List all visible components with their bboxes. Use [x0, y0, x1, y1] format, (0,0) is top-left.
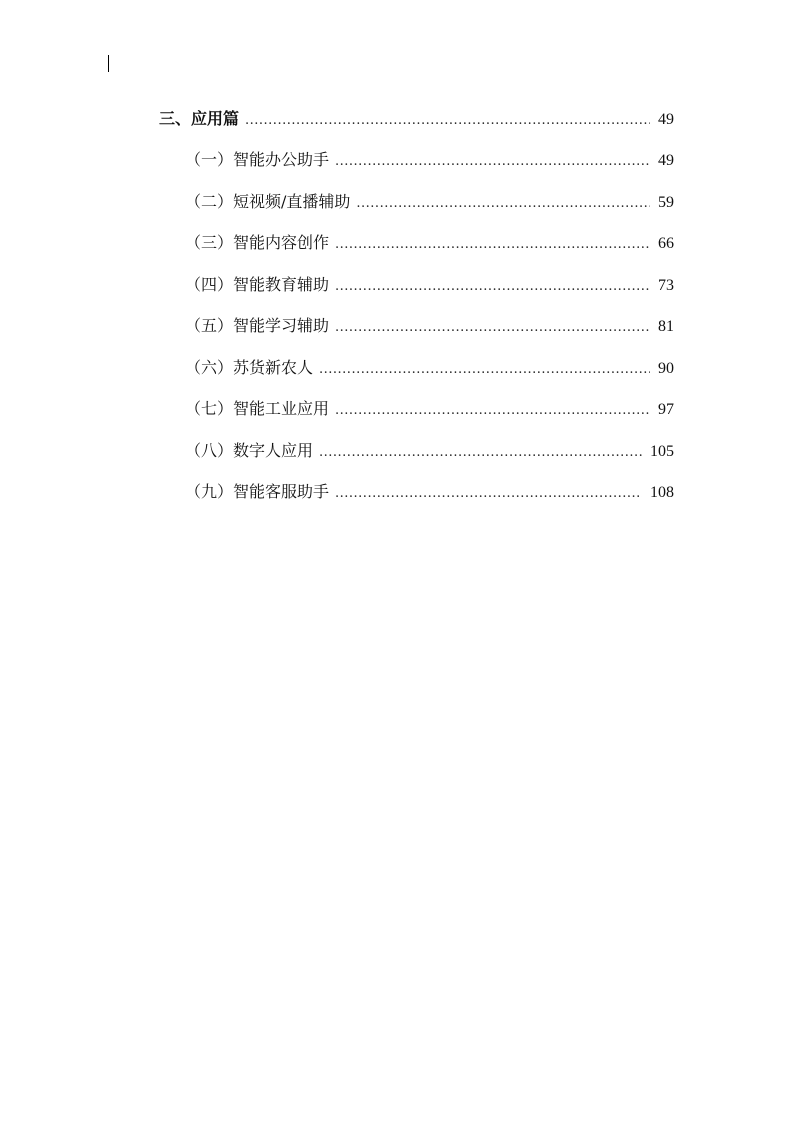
toc-entry[interactable]	[185, 148, 674, 172]
toc-dot-leader	[335, 275, 650, 299]
toc-entry-title: （八）数字人应用	[185, 441, 314, 460]
toc-dot-leader	[335, 150, 650, 174]
toc-entry-page: 49	[658, 111, 674, 128]
toc-entry[interactable]	[185, 231, 674, 255]
toc-dot-leader	[356, 192, 650, 216]
toc-entry-page: 59	[658, 194, 674, 211]
toc-entry[interactable]	[185, 439, 674, 463]
toc-dot-leader	[319, 441, 642, 465]
toc-entry-title: （三）智能内容创作	[185, 233, 330, 252]
toc-entry-page: 49	[658, 152, 674, 169]
toc-entry-page: 66	[658, 235, 674, 252]
toc-entry-title: （一）智能办公助手	[185, 150, 330, 169]
toc-entry[interactable]	[185, 480, 674, 504]
toc-entry-page: 90	[658, 360, 674, 377]
toc-entry-title: （六）苏货新农人	[185, 358, 314, 377]
toc-dot-leader	[245, 109, 650, 133]
toc-entry-title: （四）智能教育辅助	[185, 275, 330, 294]
toc-entry[interactable]	[185, 190, 674, 214]
toc-dot-leader	[335, 233, 650, 257]
toc-dot-leader	[319, 358, 650, 382]
toc-entry-page: 81	[658, 318, 674, 335]
toc-entry-title: 三、应用篇	[159, 109, 240, 128]
toc-entry-page: 73	[658, 277, 674, 294]
toc-entry[interactable]	[185, 356, 674, 380]
toc-entry-title: （二）短视频/直播辅助	[185, 192, 351, 211]
toc-dot-leader	[335, 316, 650, 340]
toc-entry-title: （五）智能学习辅助	[185, 316, 330, 335]
toc-entry[interactable]	[185, 397, 674, 421]
toc-entry-page: 105	[650, 443, 674, 460]
toc-entry-title: （七）智能工业应用	[185, 399, 330, 418]
toc-entry-page: 108	[650, 484, 674, 501]
text-cursor	[108, 55, 109, 72]
toc-dot-leader	[335, 399, 650, 423]
toc-dot-leader	[335, 482, 642, 506]
toc-entry-page: 97	[658, 401, 674, 418]
toc-entry-title: （九）智能客服助手	[185, 482, 330, 501]
toc-section-applications[interactable]	[159, 107, 674, 131]
toc-entry[interactable]	[185, 314, 674, 338]
toc-entry[interactable]	[185, 273, 674, 297]
